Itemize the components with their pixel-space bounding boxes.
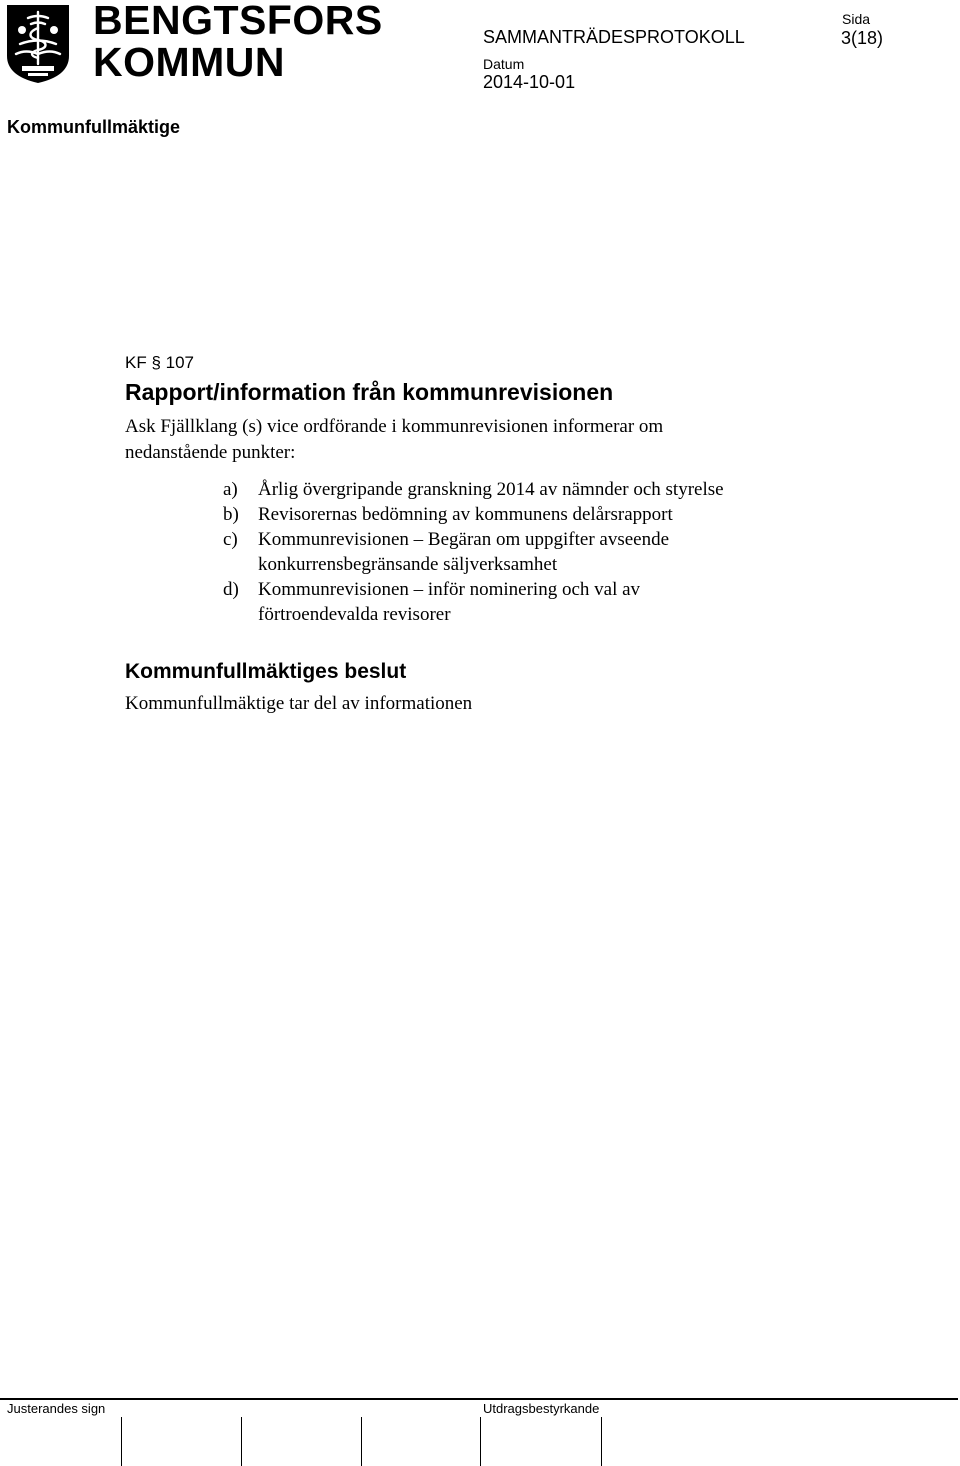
logo-name-line-2: KOMMUN bbox=[93, 39, 286, 85]
signature-box-divider bbox=[601, 1417, 602, 1466]
assembly-name: Kommunfullmäktige bbox=[7, 117, 181, 137]
document-type: SAMMANTRÄDESPROTOKOLL bbox=[483, 27, 745, 47]
list-item-text: Revisorernas bedömning av kommunens delårsrapport bbox=[258, 504, 673, 525]
list-item-text: förtroendevalda revisorer bbox=[258, 604, 451, 625]
page-label: Sida bbox=[842, 11, 871, 27]
footer-sign-label: Justerandes sign bbox=[7, 1401, 106, 1416]
coat-of-arms-icon bbox=[6, 4, 70, 84]
intro-text-line: Ask Fjällklang (s) vice ordförande i kommunrevisionen informerar om bbox=[125, 416, 664, 437]
decision-heading: Kommunfullmäktiges beslut bbox=[125, 660, 407, 683]
page-number: 3(18) bbox=[841, 28, 884, 48]
list-item-label: a) bbox=[223, 479, 238, 500]
signature-box-divider bbox=[121, 1417, 122, 1466]
list-item-text: Kommunrevisionen – inför nominering och val av bbox=[258, 579, 641, 600]
signature-box-divider bbox=[480, 1417, 481, 1466]
footer-certification-label: Utdragsbestyrkande bbox=[483, 1401, 600, 1416]
decision-text: Kommunfullmäktige tar del av informationen bbox=[125, 693, 473, 714]
signature-box-divider bbox=[361, 1417, 362, 1466]
logo-name-line-1: BENGTSFORS bbox=[93, 0, 383, 43]
list-item-text: konkurrensbegränsande säljverksamhet bbox=[258, 554, 558, 575]
list-item-label: b) bbox=[223, 504, 239, 525]
footer-divider bbox=[0, 1398, 958, 1400]
signature-box-divider bbox=[241, 1417, 242, 1466]
list-item-label: c) bbox=[223, 529, 238, 550]
intro-text-line: nedanstående punkter: bbox=[125, 442, 296, 463]
list-item-text: Årlig övergripande granskning 2014 av nämnder och styrelse bbox=[258, 479, 724, 500]
list-item-label: d) bbox=[223, 579, 239, 600]
list-item-text: Kommunrevisionen – Begäran om uppgifter avseende bbox=[258, 529, 670, 550]
date-label: Datum bbox=[483, 56, 525, 72]
item-title: Rapport/information från kommunrevisionen bbox=[125, 379, 614, 405]
paragraph-reference: KF § 107 bbox=[125, 353, 194, 372]
date-value: 2014-10-01 bbox=[483, 72, 576, 92]
